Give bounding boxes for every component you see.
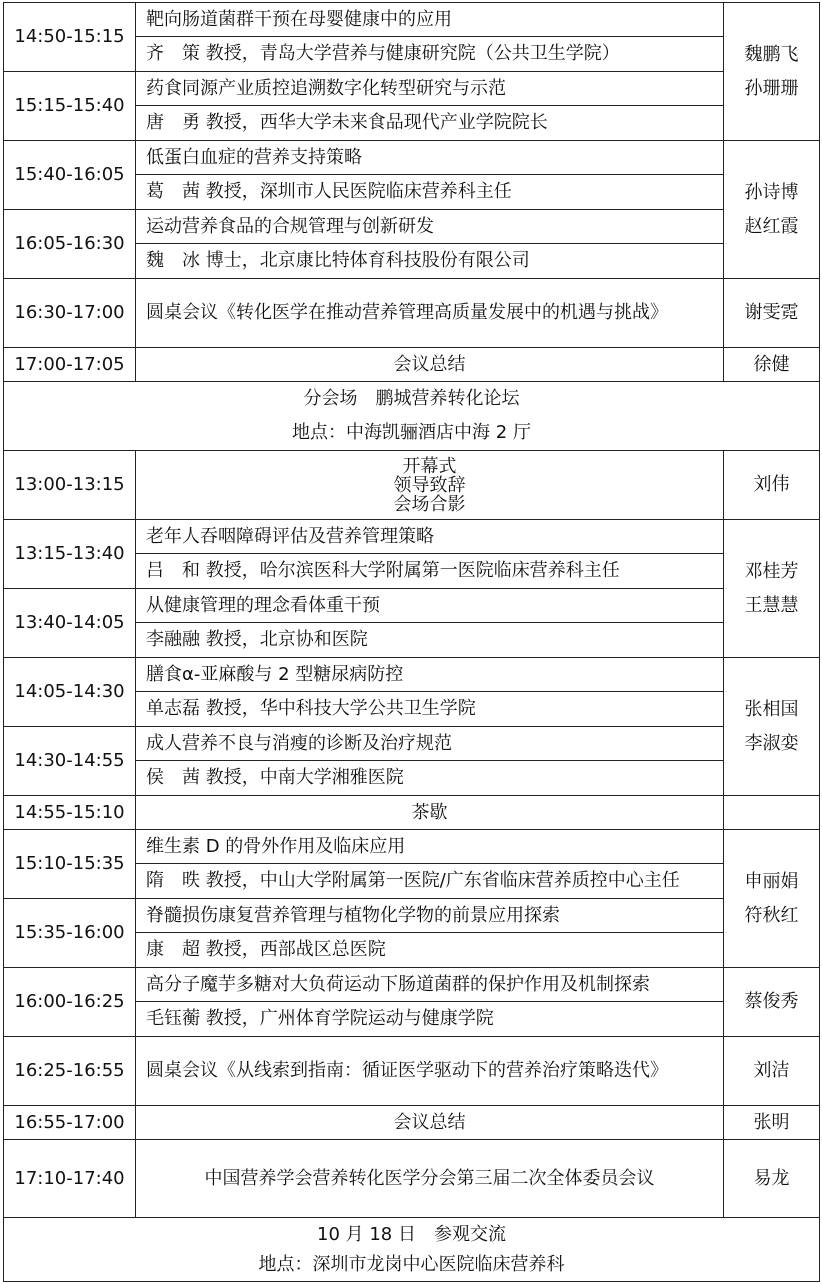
- section-header: [4, 382, 820, 451]
- session-speaker: 李融融 教授，北京协和医院: [136, 623, 724, 658]
- moderator-name: 易龙: [724, 1140, 820, 1218]
- session-topic: [136, 451, 724, 520]
- session-topic: 老年人吞咽障碍评估及营养管理策略: [136, 520, 724, 554]
- moderator-name: 邓桂芳: [744, 560, 799, 582]
- table-row: [4, 348, 820, 382]
- moderator-name: 张明: [724, 1106, 820, 1140]
- moderator-name: 李淑娈: [744, 732, 799, 754]
- table-row: [4, 520, 820, 554]
- table-row: [4, 968, 820, 1002]
- session-time: 14:30-14:55: [4, 727, 136, 796]
- table-row: [4, 1106, 820, 1140]
- moderator-cell: [724, 520, 820, 658]
- moderator-name: 符秋红: [744, 904, 799, 926]
- session-time: 16:05-16:30: [4, 210, 136, 279]
- section-title: 分会场 鹏城营养转化论坛: [303, 388, 520, 409]
- moderator-name: 刘伟: [724, 451, 820, 520]
- opening-line: 开幕式: [402, 455, 457, 477]
- session-time: 13:15-13:40: [4, 520, 136, 589]
- table-row: [4, 830, 820, 864]
- session-time: 17:00-17:05: [4, 348, 136, 382]
- moderator-cell: [724, 658, 820, 796]
- session-time: 16:55-17:00: [4, 1106, 136, 1140]
- table-row: [4, 279, 820, 348]
- session-time: 17:10-17:40: [4, 1140, 136, 1218]
- moderator-cell: [724, 968, 820, 1037]
- moderator-cell: [724, 3, 820, 141]
- session-speaker: 毛钰蘅 教授，广州体育学院运动与健康学院: [136, 1002, 724, 1037]
- session-speaker: 齐 策 教授，青岛大学营养与健康研究院（公共卫生学院）: [136, 37, 724, 72]
- footer-row: [4, 1218, 820, 1282]
- session-topic: 膳食α-亚麻酸与 2 型糖尿病防控: [136, 658, 724, 692]
- opening-line: 领导致辞: [393, 474, 466, 496]
- session-topic: 低蛋白血症的营养支持策略: [136, 141, 724, 175]
- moderator-name: 张相国: [744, 698, 799, 720]
- session-topic: 靶向肠道菌群干预在母婴健康中的应用: [136, 3, 724, 37]
- session-topic: 圆桌会议《转化医学在推动营养管理高质量发展中的机遇与挑战》: [136, 279, 724, 348]
- session-time: 15:35-16:00: [4, 899, 136, 968]
- session-speaker: 侯 茜 教授，中南大学湘雅医院: [136, 761, 724, 796]
- moderator-name: 刘洁: [724, 1037, 820, 1106]
- moderator-name: 王慧慧: [744, 594, 799, 616]
- session-topic: 运动营养食品的合规管理与创新研发: [136, 210, 724, 244]
- session-time: 16:00-16:25: [4, 968, 136, 1037]
- session-topic: 药食同源产业质控追溯数字化转型研究与示范: [136, 72, 724, 106]
- table-row: [4, 1140, 820, 1218]
- opening-line: 会场合影: [393, 493, 466, 515]
- table-row: [4, 210, 820, 244]
- moderator-cell: [724, 830, 820, 968]
- schedule-table: [3, 2, 820, 1282]
- section-header-row: [4, 382, 820, 451]
- table-row: [4, 141, 820, 175]
- session-speaker: 康 超 教授，西部战区总医院: [136, 933, 724, 968]
- session-time: 15:40-16:05: [4, 141, 136, 210]
- table-row: [4, 1037, 820, 1106]
- session-speaker: 唐 勇 教授，西华大学未来食品现代产业学院院长: [136, 106, 724, 141]
- footer-location: 地点：深圳市龙岗中心医院临床营养科: [258, 1253, 565, 1275]
- session-time: 14:50-15:15: [4, 3, 136, 72]
- table-row: [4, 589, 820, 623]
- session-time: 16:25-16:55: [4, 1037, 136, 1106]
- table-row: [4, 796, 820, 830]
- session-topic: 从健康管理的理念看体重干预: [136, 589, 724, 623]
- session-topic: 会议总结: [136, 1106, 724, 1140]
- moderator-name: 徐健: [724, 348, 820, 382]
- table-row: [4, 727, 820, 761]
- session-topic: 会议总结: [136, 348, 724, 382]
- table-row: [4, 658, 820, 692]
- moderator-name: [724, 796, 820, 830]
- table-row: [4, 72, 820, 106]
- moderator-name: 谢雯霓: [724, 279, 820, 348]
- session-speaker: 魏 冰 博士，北京康比特体育科技股份有限公司: [136, 244, 724, 279]
- session-time: 13:40-14:05: [4, 589, 136, 658]
- session-topic: 成人营养不良与消瘦的诊断及治疗规范: [136, 727, 724, 761]
- table-row: [4, 3, 820, 37]
- footer-title: 10 月 18 日 参观交流: [317, 1223, 506, 1245]
- session-topic: 中国营养学会营养转化医学分会第三届二次全体委员会议: [136, 1140, 724, 1218]
- session-topic: 脊髓损伤康复营养管理与植物化学物的前景应用探索: [136, 899, 724, 933]
- session-time: 16:30-17:00: [4, 279, 136, 348]
- footer-cell: [4, 1218, 820, 1282]
- session-time: 14:05-14:30: [4, 658, 136, 727]
- moderator-name: 孙诗博: [744, 181, 799, 203]
- session-time: 14:55-15:10: [4, 796, 136, 830]
- session-speaker: 吕 和 教授，哈尔滨医科大学附属第一医院临床营养科主任: [136, 554, 724, 589]
- session-time: 15:10-15:35: [4, 830, 136, 899]
- moderator-cell: [724, 141, 820, 279]
- table-row: [4, 899, 820, 933]
- session-speaker: 单志磊 教授，华中科技大学公共卫生学院: [136, 692, 724, 727]
- session-topic: 高分子魔芋多糖对大负荷运动下肠道菌群的保护作用及机制探索: [136, 968, 724, 1002]
- session-time: 13:00-13:15: [4, 451, 136, 520]
- moderator-name: 蔡俊秀: [744, 991, 799, 1012]
- moderator-name: 赵红霞: [744, 215, 799, 237]
- session-speaker: 隋 昳 教授，中山大学附属第一医院/广东省临床营养质控中心主任: [136, 864, 724, 899]
- session-topic: 茶歇: [136, 796, 724, 830]
- moderator-name: 申丽娟: [744, 870, 799, 892]
- session-topic: 圆桌会议《从线索到指南：循证医学驱动下的营养治疗策略迭代》: [136, 1037, 724, 1106]
- table-row: [4, 451, 820, 520]
- moderator-name: 孙珊珊: [744, 77, 799, 99]
- session-topic: 维生素 D 的骨外作用及临床应用: [136, 830, 724, 864]
- session-time: 15:15-15:40: [4, 72, 136, 141]
- section-location: 地点：中海凯骊酒店中海 2 厅: [292, 422, 531, 443]
- moderator-name: 魏鹏飞: [744, 43, 799, 65]
- session-speaker: 葛 茜 教授，深圳市人民医院临床营养科主任: [136, 175, 724, 210]
